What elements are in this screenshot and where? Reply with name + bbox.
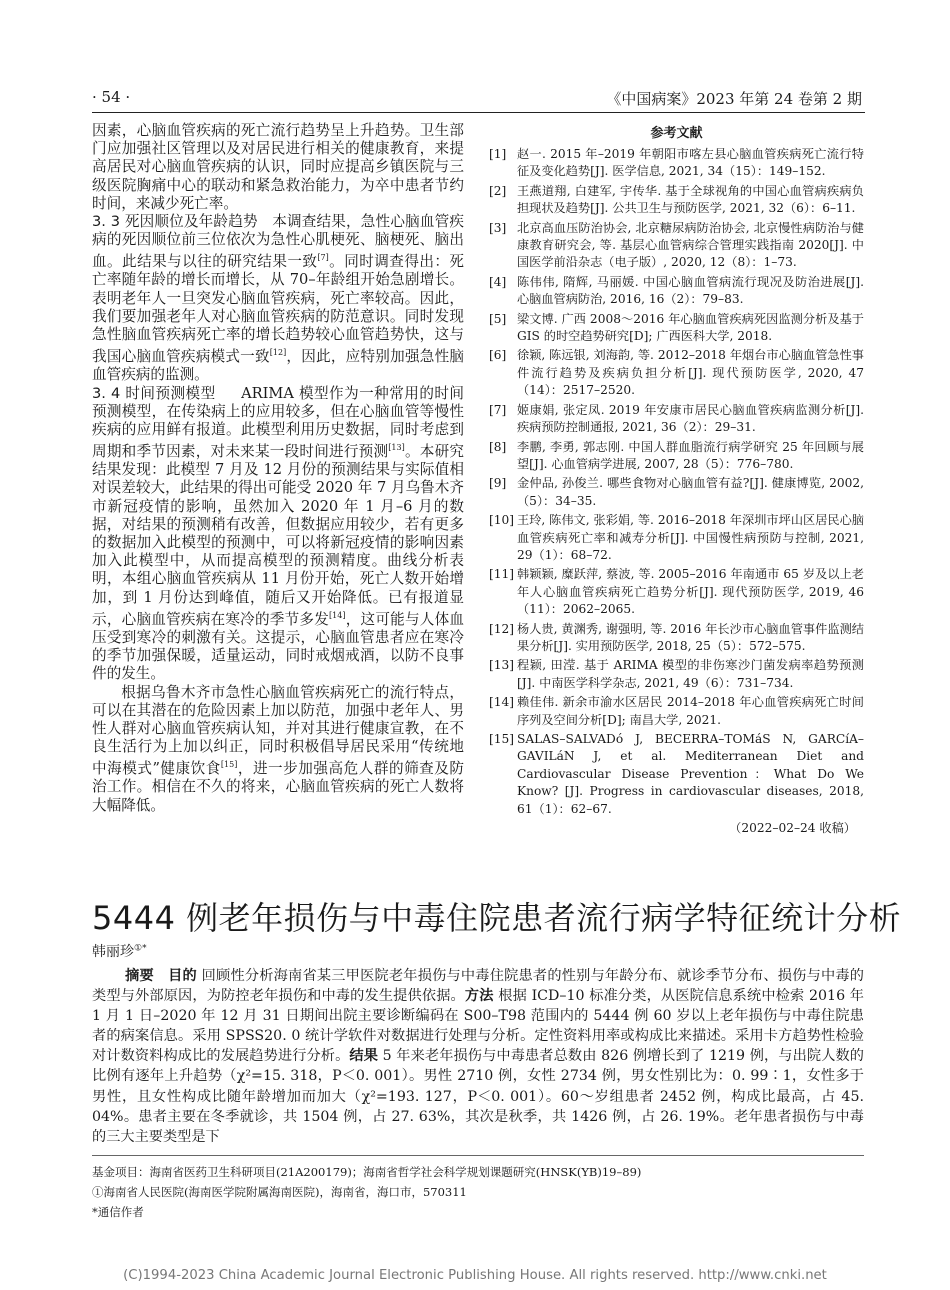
objective-label: 目的	[168, 968, 197, 984]
reference-item	[489, 475, 864, 510]
reference-number: [7]	[489, 402, 507, 417]
citation[interactable]: [14]	[329, 610, 346, 620]
reference-number: [6]	[489, 348, 507, 363]
reference-item	[489, 566, 864, 618]
reference-number: [14]	[489, 695, 515, 710]
reference-text: 徐颖, 陈远银, 刘海韵, 等. 2012–2018 年烟台市心脑血管急性事件流行趋势及疾病负担分析[J]. 现代预防医学, 2020, 47（14）：2517–2520.	[517, 348, 864, 398]
author: 韩丽珍①*	[92, 943, 147, 960]
reference-item	[489, 621, 864, 656]
reference-text: 赖佳伟. 新余市渝水区居民 2014–2018 年心血管疾病死亡时间序列及空间分析[D]; 南昌大学, 2021.	[517, 695, 864, 727]
section-3-4: 3. 4 时间预测模型 ARIMA 模型作为一种常用的时间预测模型，在传染病上的应用较多，但在心脑血管等慢性疾病的应用鲜有报道。此模型利用历史数据，同时考虑到周期和季节因素，对未来某一段时间进行预测[13]。本研究结果发现：此模型 7 月及 12 月份的预测结果与实际值相对误差较大，此结果的得出可能受 2020 年 7 月乌鲁木齐市新冠疫情的影响，虽然加入 2020 年 1 月–6 月的数据，对结果的预测稍有改善，但数据应用较少，若有更多的数据加入此模型的预测中，可以将新冠疫情的影响因素加入此模型中，从而提高模型的预测精度。曲线分析表明，本组心脑血管疾病从 11 月份开始，死亡人数开始增加，到 1 月份达到峰值，随后又开始降低。已有报道显示，心脑血管疾病在寒冷的季节多发[14]，这可能与人体血压受到寒冷的刺激有关。这提示，心脑血管患者应在寒冷的季节加强保暖，适量运动，同时戒烟戒酒，以防不良事件的发生。	[92, 384, 464, 683]
reference-text: 梁文博. 广西 2008～2016 年心脑血管疾病死因监测分析及基于 GIS 的时空趋势研究[D]; 广西医科大学, 2018.	[517, 311, 864, 344]
reference-item	[489, 694, 864, 729]
reference-text: 金仲品, 孙俊兰. 哪些食物对心脑血管有益?[J]. 健康博览, 2002,（5）：34–35.	[517, 476, 864, 508]
reference-text: 程颖, 田滢. 基于 ARIMA 模型的非伤寒沙门菌发病率趋势预测[J]. 中南医学科学杂志, 2021, 49（6）：731–734.	[517, 658, 864, 690]
reference-number: [10]	[489, 513, 515, 528]
abstract-label: 摘要	[125, 968, 154, 984]
journal-issue: 《中国病案》2023 年第 24 卷第 2 期	[606, 90, 862, 108]
reference-item	[489, 512, 864, 564]
reference-number: [12]	[489, 621, 515, 636]
reference-number: [2]	[489, 183, 507, 198]
reference-item	[489, 146, 864, 181]
page-number: · 54 ·	[92, 88, 131, 106]
copyright-notice: (C)1994-2023 China Academic Journal Electronic Publishing House. All rights reserved. http://www.cnki.net	[123, 1268, 827, 1283]
references-column	[489, 122, 864, 837]
citation[interactable]: [13]	[388, 443, 405, 453]
reference-number: [11]	[489, 567, 515, 582]
reference-item	[489, 347, 864, 399]
reference-text: SALAS–SALVADó J, BECERRA–TOMáS N, GARCíA–GAVILáN J, et al. Mediterranean Diet and Cardiovascular Disease Prevention：What Do We Know? [J]. Progress in cardiovascular diseases, 2018, 61（1）：62–67.	[517, 732, 864, 816]
affiliation-note: ①海南省人民医院(海南医学院附属海南医院)，海南省，海口市，570311	[92, 1185, 467, 1199]
section-heading: 3. 3 死因顺位及年龄趋势	[92, 213, 258, 231]
reference-text: 李鹏, 李勇, 郭志刚. 中国人群血脂流行病学研究 25 年回顾与展望[J]. 心血管病学进展, 2007, 28（5）：776–780.	[517, 439, 864, 471]
left-column	[92, 122, 464, 815]
reference-number: [5]	[489, 311, 507, 326]
reference-number: [3]	[489, 220, 507, 235]
section-3-3: 3. 3 死因顺位及年龄趋势 本调查结果，急性心脑血管疾病的死因顺位前三位依次为急性心肌梗死、脑梗死、脑出血。此结果与以往的研究结果一致[7]。同时调查得出：死亡率随年龄的增长而增长，从 70–年龄组开始急剧增长。表明老年人一旦突发心脑血管疾病，死亡率较高。因此，我们要加强老年人对心脑血管疾病的防范意识。同时发现急性脑血管疾病死亡率的增长趋势较心血管趋势快，这与我国心脑血管疾病模式一致[12]，因此，应特别加强急性脑血管疾病的监测。	[92, 213, 464, 384]
reference-text: 赵一. 2015 年–2019 年朝阳市喀左县心脑血管疾病死亡流行特征及变化趋势[J]. 医学信息, 2021, 34（15）：149–152.	[517, 147, 864, 179]
fund-note: 基金项目：海南省医药卫生科研项目(21A200179)；海南省哲学社会科学规划课题研究(HNSK(YB)19–89)	[92, 1165, 642, 1179]
reference-text: 姬康娟, 张定凤. 2019 年安康市居民心脑血管疾病监测分析[J]. 疾病预防控制通报, 2021, 36（2）：29–31.	[517, 402, 864, 435]
reference-text: 韩颖颖, 糜跃萍, 蔡波, 等. 2005–2016 年南通市 65 岁及以上老年人心脑血管疾病死亡趋势分析[J]. 现代预防医学, 2019, 46（11）：2062–2065.	[517, 567, 864, 617]
reference-item	[489, 402, 864, 437]
reference-number: [1]	[489, 147, 507, 161]
result-label: 结果	[349, 1048, 379, 1065]
reference-item	[489, 220, 864, 272]
footnotes	[92, 1162, 641, 1222]
reference-item	[489, 311, 864, 346]
received-date: （2022–02–24 收稿）	[729, 821, 856, 836]
references-title: 参考文献	[650, 126, 703, 141]
reference-number: [13]	[489, 658, 515, 673]
reference-number: [15]	[489, 732, 515, 746]
footnote-rule	[92, 1155, 864, 1156]
corresponding-note: *通信作者	[92, 1205, 144, 1219]
article-title: 5444 例老年损伤与中毒住院患者流行病学特征统计分析	[92, 899, 902, 937]
reference-item	[489, 439, 864, 474]
reference-number: [8]	[489, 439, 507, 454]
citation[interactable]: [15]	[220, 760, 238, 770]
reference-text: 陈伟伟, 隋辉, 马丽媛. 中国心脑血管病流行现况及防治进展[J]. 心脑血管病防治, 2016, 16（2）：79–83.	[517, 274, 864, 307]
paragraph: 根据乌鲁木齐市急性心脑血管疾病死亡的流行特点，可以在其潜在的危险因素上加以防范，加强中老年人、男性人群对心脑血管疾病认知，并对其进行健康宣教，在不良生活行为上加以纠正，同时积极倡导居民采用“传统地中海模式”健康饮食[15]，进一步加强高危人群的筛查及防治工作。相信在不久的将来，心脑血管疾病的死亡人数将大幅降低。	[92, 683, 464, 814]
reference-number: [9]	[489, 476, 507, 491]
reference-item	[489, 274, 864, 309]
citation[interactable]: [7]	[317, 253, 329, 263]
reference-text: 杨人贵, 黄渊秀, 谢强明, 等. 2016 年长沙市心脑血管事件监测结果分析[J]. 实用预防医学, 2018, 25（5）：572–575.	[517, 621, 864, 653]
paragraph: 因素，心脑血管疾病的死亡流行趋势呈上升趋势。卫生部门应加强社区管理以及对居民进行相关的健康教育，来提高居民对心脑血管疾病的认识，同时应提高乡镇医院与三级医院胸痛中心的联动和紧急救治能力，为卒中患者节约时间，来减少死亡率。	[92, 122, 464, 212]
section-heading: 3. 4 时间预测模型	[92, 384, 216, 402]
reference-text: 北京高血压防治协会, 北京糖尿病防治协会, 北京慢性病防治与健康教育研究会, 等. 基层心血管病综合管理实践指南 2020[J]. 中国医学前沿杂志（电子版）, 2020, 12（8）：1–73.	[517, 220, 864, 270]
reference-text: 王燕道翔, 白建军, 宇传华. 基于全球视角的中国心血管病疾病负担现状及趋势[J]. 公共卫生与预防医学, 2021, 32（6）：6–11.	[517, 183, 864, 216]
abstract: 摘要 目的 回顾性分析海南省某三甲医院老年损伤与中毒住院患者的性别与年龄分布、就诊季节分布、损伤与中毒的类型与外部原因，为防控老年损伤和中毒的发生提供依据。方法 根据 ICD–10 标准分类，从医院信息系统中检索 2016 年 1 月 1 日–2020 年 12 月 31 日期间出院主要诊断编码在 S00–T98 范围内的 5444 例 60 岁以上老年损伤与中毒住院患者的病案信息。采用 SPSS20. 0 统计学软件对数据进行处理与分析。定性资料用率或构成比来描述。采用卡方趋势性检验对计数资料构成比的发展趋势进行分析。结果 5 年来老年损伤与中毒患者总数由 826 例增长到了 1219 例，与出院人数的比例有逐年上升趋势（χ²=15. 318，P＜0. 001）。男性 2710 例，女性 2734 例，男女性别比为：0. 99∶1，女性多于男性，且女性构成比随年龄增加而加大（χ²=193. 127，P＜0. 001）。60～岁组患者 2452 例，构成比最高，占 45. 04%。患者主要在冬季就诊，共 1504 例，占 27. 63%，其次是秋季，共 1426 例，占 26. 19%。老年患者损伤与中毒的三大主要类型是下	[92, 968, 864, 1145]
reference-item	[489, 657, 864, 692]
reference-number: [4]	[489, 274, 507, 289]
citation[interactable]: [12]	[269, 348, 287, 358]
reference-item	[489, 731, 864, 818]
reference-item	[489, 183, 864, 218]
reference-text: 王玲, 陈伟文, 张彩娟, 等. 2016–2018 年深圳市坪山区居民心脑血管疾病死亡率和减寿分析[J]. 中国慢性病预防与控制, 2021, 29（1）：68–72.	[517, 513, 864, 562]
reference-list	[489, 146, 864, 818]
header-rule	[92, 112, 865, 113]
method-label: 方法	[464, 988, 494, 1005]
